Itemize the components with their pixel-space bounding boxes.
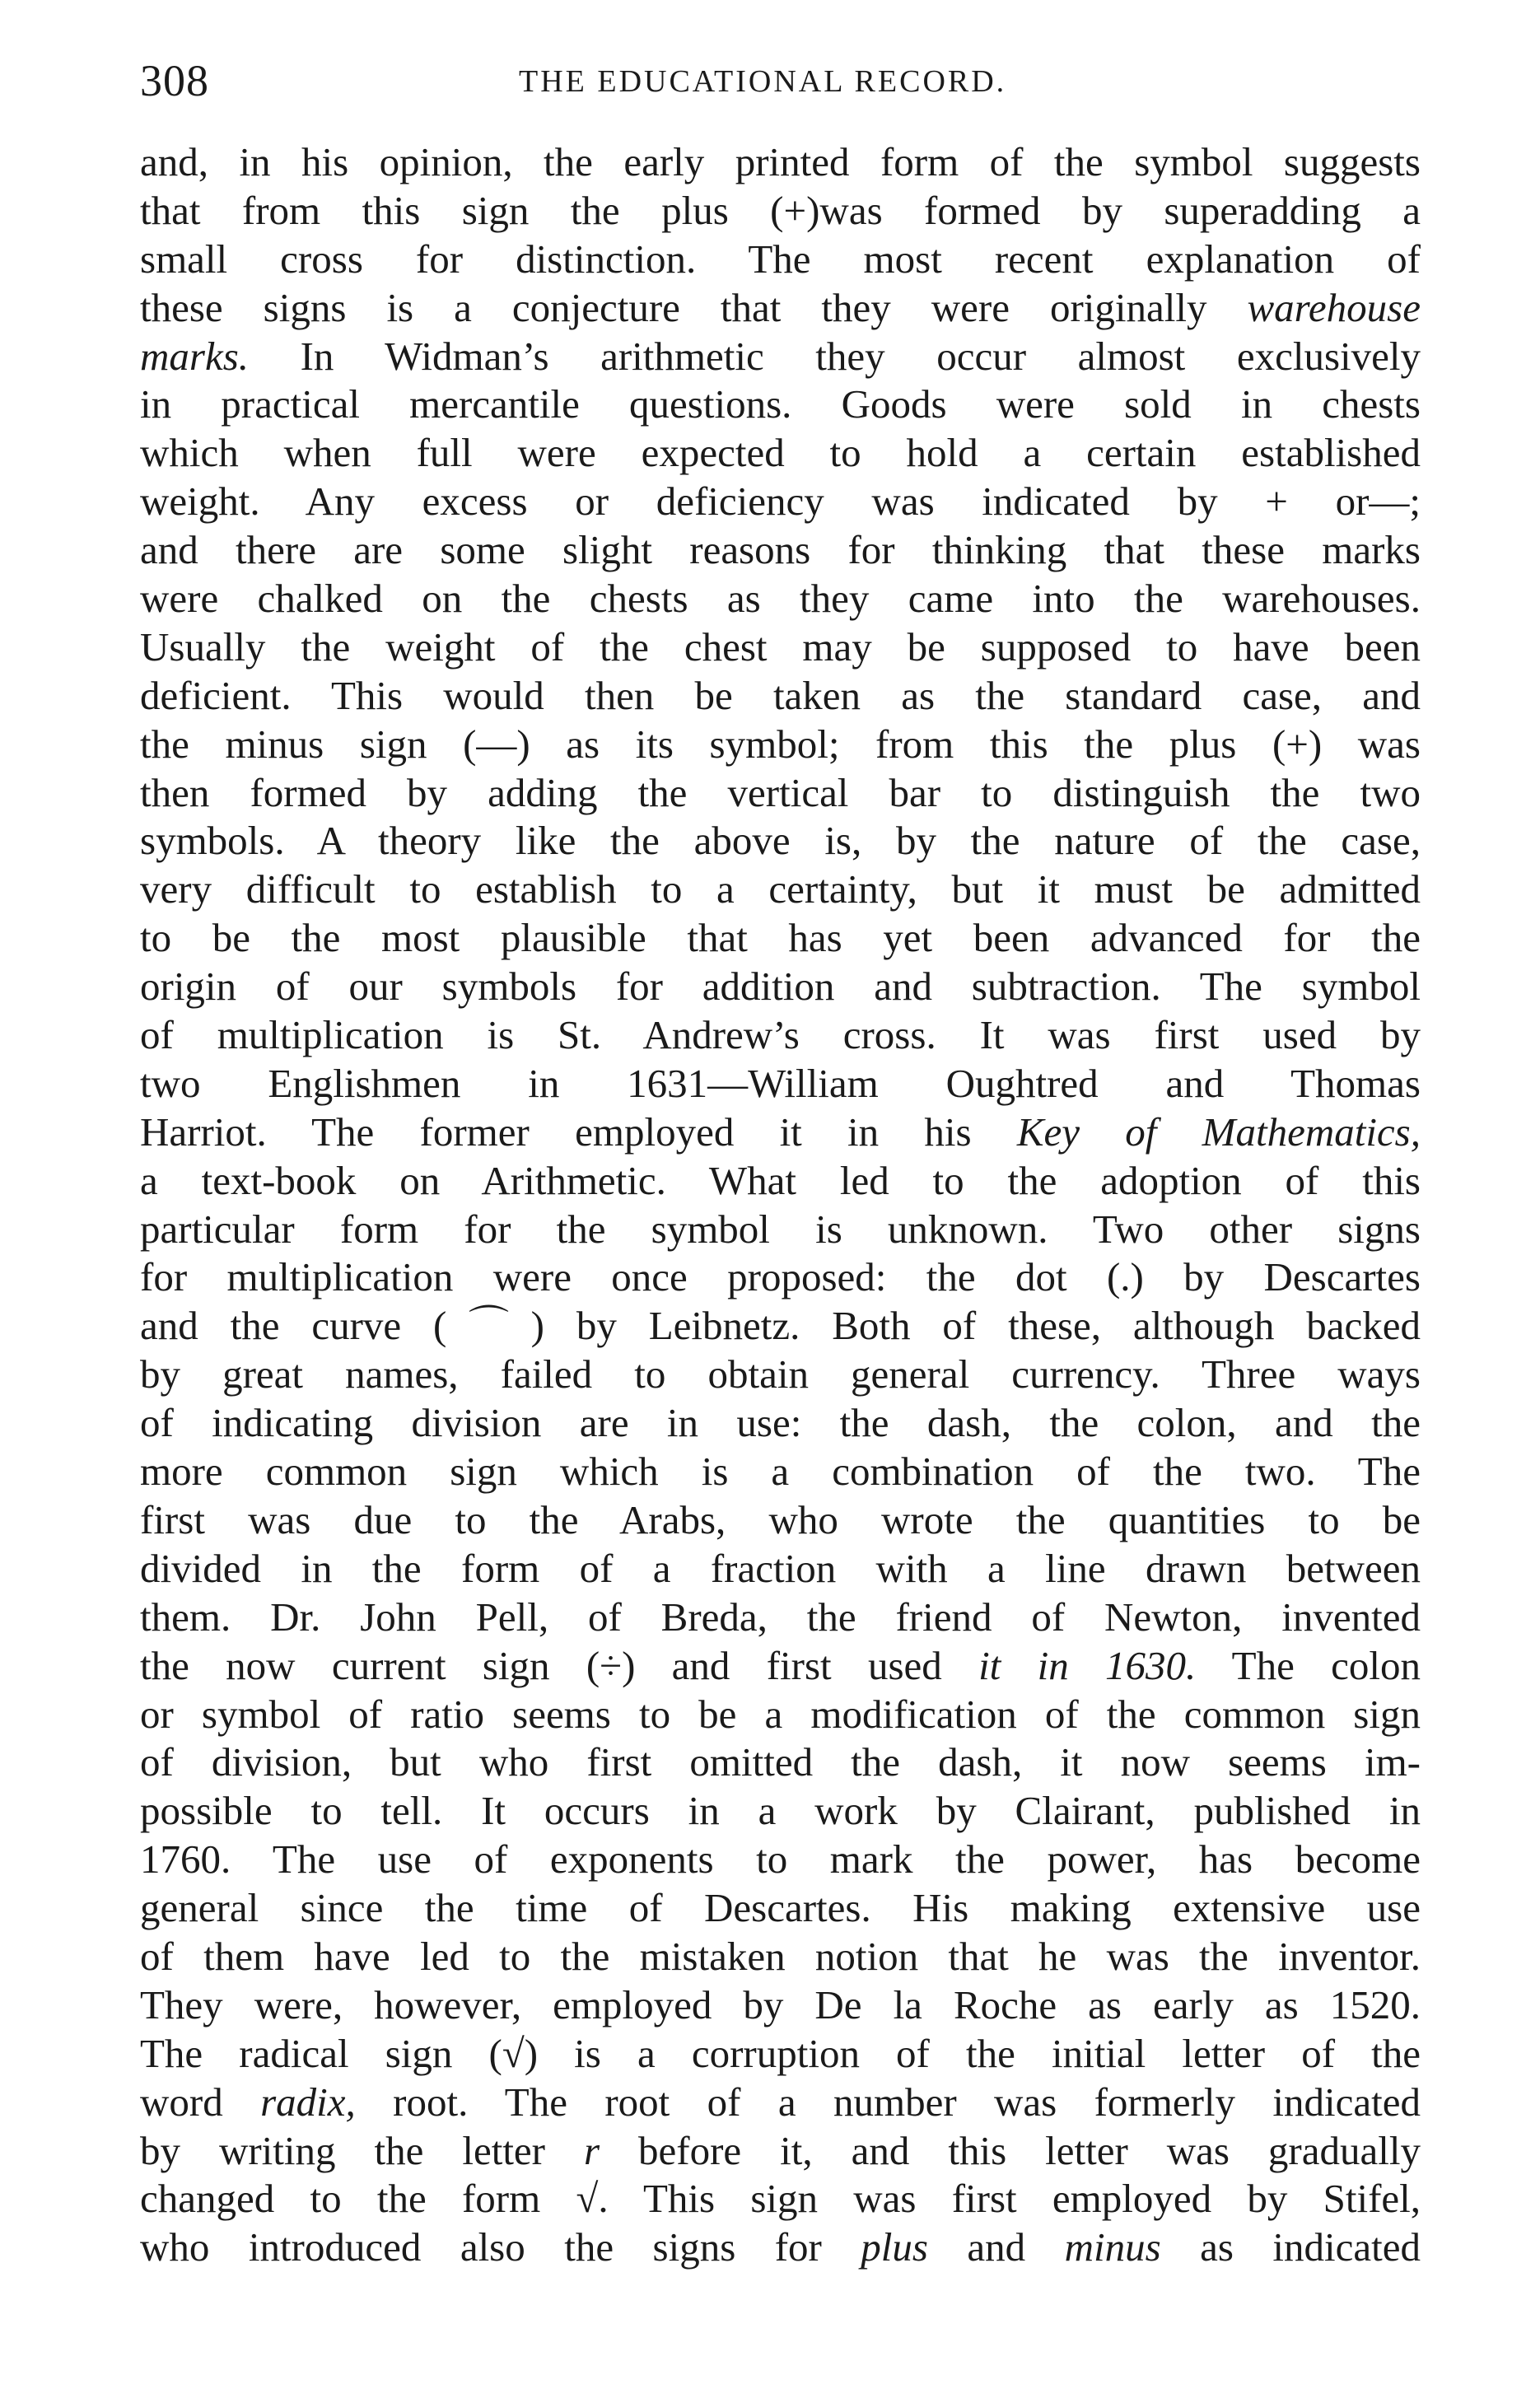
text-fragment: origin of our symbols for addition and subtraction. The symbol (140, 964, 1421, 1010)
italic-text: marks. (140, 333, 250, 379)
text-fragment: a text-book on Arithmetic. What led to the adoption of this (140, 1157, 1421, 1203)
text-fragment: weight. Any excess or deficiency was indicated by + or—; (140, 478, 1421, 525)
text-line (140, 2175, 1421, 2223)
text-fragment: and there are some slight reasons for thinking that these marks (140, 527, 1421, 573)
text-line (140, 187, 1421, 236)
text-line (140, 1593, 1421, 1642)
text-fragment: and (927, 2224, 1065, 2270)
text-fragment: changed to the form √. This sign was first employed by Stifel, (140, 2176, 1421, 2222)
text-fragment: then formed by adding the vertical bar to distinguish the two (140, 769, 1421, 815)
italic-text: plus (861, 2224, 928, 2270)
text-fragment: and the curve (⌒) by Leibnetz. Both of these, although backed (140, 1303, 1421, 1349)
text-line (140, 1981, 1421, 2030)
text-line (140, 333, 1421, 381)
text-fragment: for multiplication were once proposed: the dot (.) by Descartes (140, 1254, 1421, 1300)
running-head (140, 48, 1425, 114)
text-fragment: more common sign which is a combination of the two. The (140, 1449, 1421, 1495)
text-line (140, 380, 1421, 429)
text-fragment: the minus sign (—) as its symbol; from this the plus (+) was (140, 721, 1421, 767)
text-fragment: or symbol of ratio seems to be a modification of the common sign (140, 1691, 1421, 1737)
text-fragment: two Englishmen in 1631—William Oughtred and Thomas (140, 1060, 1421, 1106)
text-line (140, 1836, 1421, 1884)
text-fragment: particular form for the symbol is unknown. Two other signs (140, 1206, 1421, 1252)
text-fragment: deficient. This would then be taken as the standard case, and (140, 672, 1421, 718)
text-line (140, 2223, 1421, 2272)
text-line (140, 1351, 1421, 1399)
text-line (140, 1545, 1421, 1593)
italic-text: minus (1064, 2224, 1161, 2270)
text-line (140, 672, 1421, 721)
text-fragment: They were, however, employed by De la Roche as early as 1520. (140, 1981, 1421, 2027)
text-fragment: first was due to the Arabs, who wrote the quantities to be (140, 1496, 1421, 1542)
text-line (140, 1302, 1421, 1351)
text-line (140, 236, 1421, 284)
text-line (140, 1738, 1421, 1787)
text-line (140, 1399, 1421, 1448)
text-line (140, 721, 1421, 769)
text-fragment: in practical mercantile questions. Goods were sold in chests (140, 381, 1421, 427)
italic-text: Key of Mathematics, (1016, 1108, 1421, 1155)
text-line (140, 1060, 1421, 1108)
text-line (140, 914, 1421, 963)
page-number: 308 (140, 56, 209, 105)
text-fragment: were chalked on the chests as they came into the warehouses. (140, 576, 1421, 622)
text-fragment: by writing the letter (140, 2127, 584, 2173)
text-fragment: these signs is a conjecture that they were originally (140, 284, 1248, 330)
text-fragment: Harriot. The former employed it in his (140, 1108, 1017, 1155)
text-line (140, 1448, 1421, 1496)
text-fragment: of division, but who first omitted the dash, it now seems im- (140, 1739, 1421, 1785)
text-fragment: which when full were expected to hold a certain established (140, 430, 1421, 476)
body-paragraph (140, 138, 1421, 2272)
text-line (140, 2030, 1421, 2079)
text-fragment: general since the time of Descartes. His making extensive use (140, 1885, 1421, 1931)
text-line (140, 1157, 1421, 1206)
text-fragment: The radical sign (√) is a corruption of the initial letter of the (140, 2030, 1421, 2076)
text-line (140, 1108, 1421, 1157)
text-fragment: Usually the weight of the chest may be supposed to have been (140, 623, 1421, 670)
text-fragment: to be the most plausible that has yet been advanced for the (140, 915, 1421, 961)
text-line (140, 817, 1421, 866)
text-fragment: and, in his opinion, the early printed form of the symbol suggests (140, 139, 1421, 184)
text-line (140, 1011, 1421, 1060)
italic-text: it in 1630. (978, 1642, 1197, 1688)
italic-text: warehouse (1247, 284, 1421, 330)
text-fragment: them. Dr. John Pell, of Breda, the friend of Newton, invented (140, 1593, 1421, 1640)
text-fragment: very difficult to establish to a certainty, but it must be admitted (140, 866, 1421, 912)
text-fragment: possible to tell. It occurs in a work by Clairant, published in (140, 1788, 1421, 1834)
text-fragment: word (140, 2079, 261, 2125)
running-title: THE EDUCATIONAL RECORD. (519, 64, 1007, 99)
text-line (140, 1496, 1421, 1545)
text-line (140, 284, 1421, 333)
text-fragment: that from this sign the plus (+)was formed by superadding a (140, 187, 1421, 233)
text-fragment: before it, and this letter was gradually (600, 2127, 1421, 2173)
text-line (140, 1787, 1421, 1836)
text-line (140, 963, 1421, 1011)
text-fragment: The colon (1196, 1642, 1421, 1688)
text-line (140, 1691, 1421, 1739)
text-fragment: symbols. A theory like the above is, by the nature of the case, (140, 818, 1421, 864)
text-line (140, 769, 1421, 818)
text-fragment: who introduced also the signs for (140, 2224, 861, 2270)
text-line (140, 575, 1421, 623)
text-line (140, 1933, 1421, 1981)
text-line (140, 2127, 1421, 2176)
text-line (140, 138, 1421, 187)
text-fragment: divided in the form of a fraction with a line drawn between (140, 1545, 1421, 1591)
text-fragment: root. The root of a number was formerly indicated (355, 2079, 1421, 2125)
text-line (140, 429, 1421, 478)
text-fragment: of multiplication is St. Andrew’s cross. It was first used by (140, 1012, 1421, 1058)
text-fragment: 1760. The use of exponents to mark the power, has become (140, 1836, 1421, 1883)
text-fragment: as indicated (1160, 2224, 1421, 2270)
text-line (140, 2079, 1421, 2127)
text-fragment: the now current sign (÷) and first used (140, 1642, 979, 1688)
text-fragment: by great names, failed to obtain general currency. Three ways (140, 1351, 1421, 1397)
text-line (140, 1884, 1421, 1933)
text-line (140, 1206, 1421, 1254)
text-line (140, 866, 1421, 914)
text-fragment: small cross for distinction. The most recent explanation of (140, 236, 1421, 282)
text-line (140, 526, 1421, 575)
italic-text: radix, (260, 2079, 356, 2125)
text-fragment: of them have led to the mistaken notion that he was the inventor. (140, 1933, 1421, 1979)
text-line (140, 623, 1421, 672)
italic-text: r (583, 2127, 600, 2173)
text-line (140, 1253, 1421, 1302)
text-fragment: In Widman’s arithmetic they occur almost exclusively (249, 333, 1421, 379)
text-fragment: of indicating division are in use: the dash, the colon, and the (140, 1400, 1421, 1446)
text-line (140, 1642, 1421, 1691)
text-line (140, 478, 1421, 526)
